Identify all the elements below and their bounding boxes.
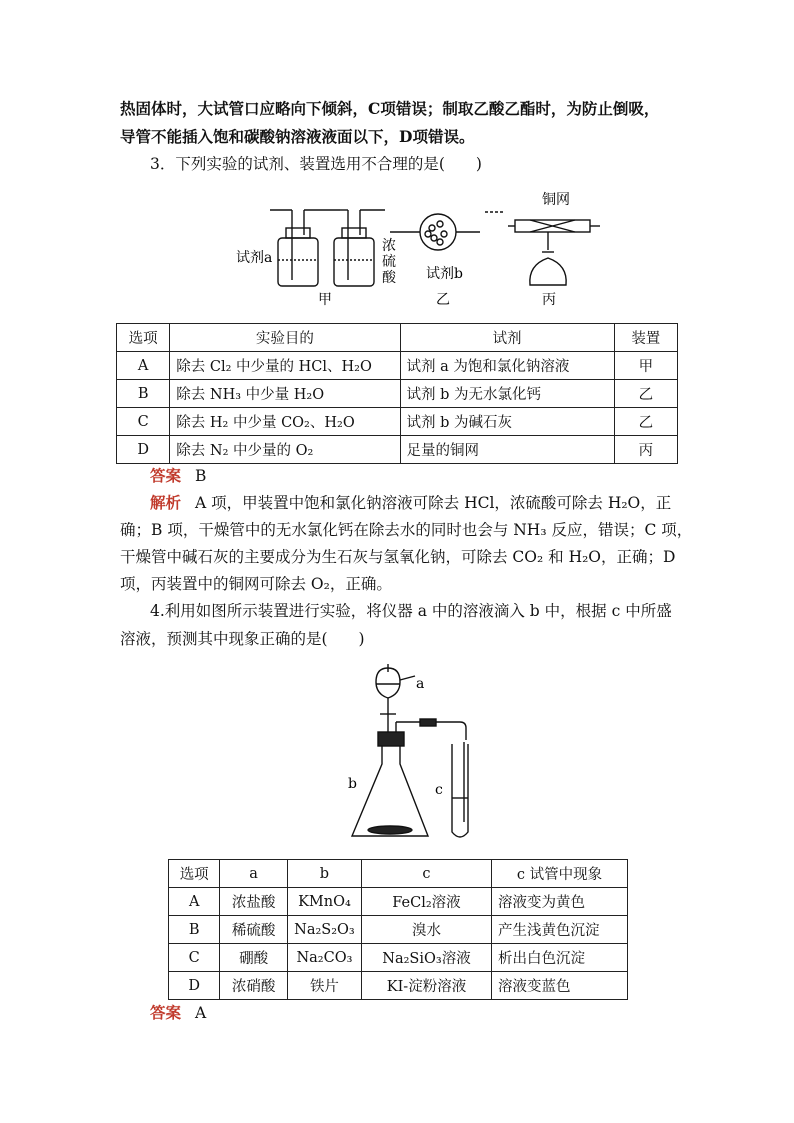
cell-option: D — [117, 436, 170, 464]
table-row — [117, 408, 678, 436]
table-row — [169, 916, 628, 944]
caption-jia: 甲 — [318, 292, 332, 308]
conical-flask-b — [352, 746, 428, 836]
cell-option: D — [169, 972, 220, 1000]
q4-stem-line-1: 4.利用如图所示装置进行实验，将仪器 a 中的溶液滴入 b 中，根据 c 中所盛 — [150, 602, 672, 620]
q4-answer — [150, 1002, 206, 1024]
cell-b: KMnO₄ — [287, 888, 361, 916]
answer-label: 答案 — [150, 466, 182, 485]
table-header-row — [117, 324, 678, 352]
caption-yi: 乙 — [436, 292, 450, 308]
intro-line-1: 热固体时，大试管口应略向下倾斜，C项错误；制取乙酸乙酯时，为防止倒吸， — [120, 99, 660, 118]
label-a: a — [416, 676, 425, 692]
table-row — [169, 888, 628, 916]
cell-option: B — [169, 916, 220, 944]
separatory-funnel — [376, 668, 400, 698]
cell-phenomenon: 析出白色沉淀 — [491, 944, 627, 972]
q3-apparatus-figure — [230, 190, 610, 308]
label-reagent-a: 试剂a — [236, 250, 273, 266]
cell-device: 乙 — [614, 408, 677, 436]
cell-a: 浓硝酸 — [220, 972, 288, 1000]
answer-value: A — [195, 1004, 207, 1022]
wash-bottle-2 — [334, 238, 374, 286]
label-conc-h2so4-2: 硫 — [382, 254, 396, 270]
cell-device: 甲 — [614, 352, 677, 380]
th-c: c — [362, 860, 492, 888]
th-reagent: 试剂 — [400, 324, 614, 352]
q4-stem-line-2: 溶液，预测其中现象正确的是( ) — [120, 630, 365, 648]
table-row — [169, 972, 628, 1000]
cell-b: Na₂S₂O₃ — [287, 916, 361, 944]
intro-line-2: 导管不能插入饱和碳酸钠溶液液面以下，D项错误。 — [120, 127, 475, 146]
cell-option: C — [117, 408, 170, 436]
q3-analysis-line-2: 确；B 项，干燥管中的无水氯化钙在除去水的同时也会与 NH₃ 反应，错误；C 项， — [120, 521, 693, 539]
cell-a: 硼酸 — [220, 944, 288, 972]
th-device: 装置 — [614, 324, 677, 352]
cell-b: 铁片 — [287, 972, 361, 1000]
q3-table — [116, 323, 678, 464]
cell-reagent: 试剂 a 为饱和氯化钠溶液 — [400, 352, 614, 380]
cell-purpose: 除去 N₂ 中少量的 O₂ — [170, 436, 400, 464]
test-tube-c — [452, 744, 468, 837]
label-b: b — [348, 776, 357, 792]
th-phenomenon: c 试管中现象 — [491, 860, 627, 888]
q3-analysis-line-1 — [150, 492, 671, 514]
answer-value: B — [195, 467, 207, 485]
table-row — [117, 380, 678, 408]
cell-reagent: 试剂 b 为无水氯化钙 — [400, 380, 614, 408]
wash-bottle-1 — [278, 238, 318, 286]
q3-analysis-line-4: 项，丙装置中的铜网可除去 O₂，正确。 — [120, 575, 392, 593]
label-reagent-b: 试剂b — [426, 266, 463, 282]
label-conc-h2so4-1: 浓 — [382, 238, 396, 254]
cell-purpose: 除去 Cl₂ 中少量的 HCl、H₂O — [170, 352, 400, 380]
th-purpose: 实验目的 — [170, 324, 400, 352]
th-option: 选项 — [169, 860, 220, 888]
rubber-stopper — [378, 732, 404, 746]
cell-reagent: 足量的铜网 — [400, 436, 614, 464]
q3-stem: 3．下列实验的试剂、装置选用不合理的是( ) — [150, 155, 482, 173]
table-row — [117, 352, 678, 380]
cell-a: 稀硫酸 — [220, 916, 288, 944]
label-conc-h2so4-3: 酸 — [382, 270, 396, 286]
caption-bing: 丙 — [542, 292, 556, 308]
cell-option: A — [117, 352, 170, 380]
cell-c: Na₂SiO₃溶液 — [362, 944, 492, 972]
label-c: c — [435, 782, 443, 798]
cell-c: 溴水 — [362, 916, 492, 944]
cell-option: B — [117, 380, 170, 408]
cell-c: FeCl₂溶液 — [362, 888, 492, 916]
cell-phenomenon: 溶液变为黄色 — [491, 888, 627, 916]
table-row — [169, 944, 628, 972]
answer-label: 答案 — [150, 1003, 182, 1022]
cell-reagent: 试剂 b 为碱石灰 — [400, 408, 614, 436]
q3-answer — [150, 465, 206, 487]
cell-a: 浓盐酸 — [220, 888, 288, 916]
label-copper-mesh: 铜网 — [542, 192, 570, 208]
table-row — [117, 436, 678, 464]
th-a: a — [220, 860, 288, 888]
cell-b: Na₂CO₃ — [287, 944, 361, 972]
cell-purpose: 除去 NH₃ 中少量 H₂O — [170, 380, 400, 408]
q4-table — [168, 859, 628, 1000]
cell-device: 丙 — [614, 436, 677, 464]
table-header-row — [169, 860, 628, 888]
cell-c: KI-淀粉溶液 — [362, 972, 492, 1000]
q4-apparatus-figure — [340, 660, 490, 845]
cell-device: 乙 — [614, 380, 677, 408]
cell-phenomenon: 产生浅黄色沉淀 — [491, 916, 627, 944]
cell-phenomenon: 溶液变蓝色 — [491, 972, 627, 1000]
th-b: b — [287, 860, 361, 888]
th-option: 选项 — [117, 324, 170, 352]
q3-analysis-line-3: 干燥管中碱石灰的主要成分为生石灰与氢氧化钠，可除去 CO₂ 和 H₂O，正确；D — [120, 548, 676, 566]
analysis-label: 解析 — [150, 493, 182, 512]
cell-option: A — [169, 888, 220, 916]
analysis-text: A 项，甲装置中饱和氯化钠溶液可除去 HCl，浓硫酸可除去 H₂O，正 — [195, 494, 672, 512]
alcohol-lamp — [530, 258, 566, 285]
cell-purpose: 除去 H₂ 中少量 CO₂、H₂O — [170, 408, 400, 436]
cell-option: C — [169, 944, 220, 972]
